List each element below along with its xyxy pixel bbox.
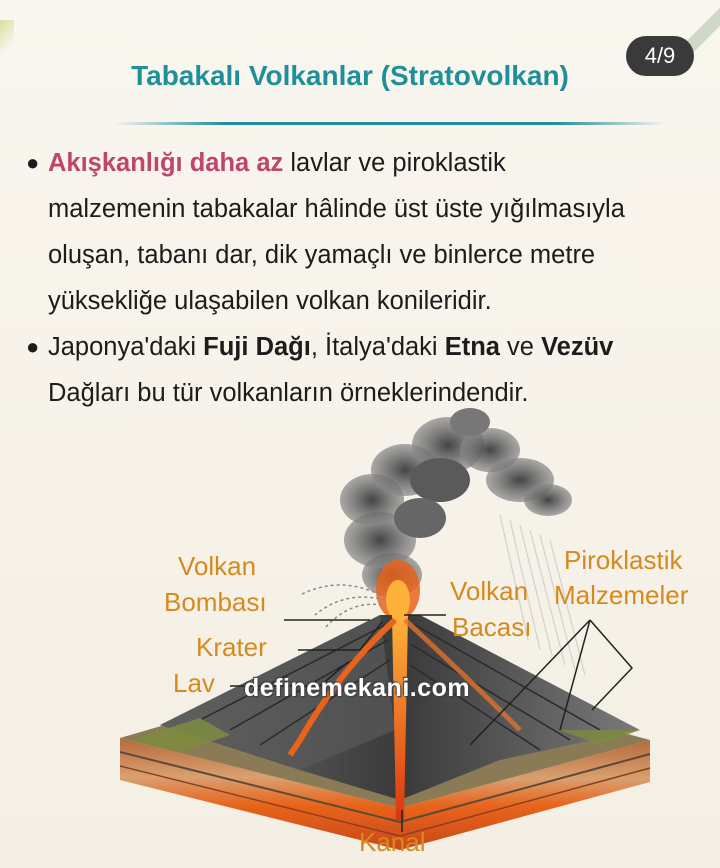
- bullet-text: ve: [499, 333, 542, 361]
- label-piroklastik-line2: Malzemeler: [554, 580, 689, 610]
- label-krater: Krater: [196, 632, 267, 662]
- title-underline: [114, 122, 666, 125]
- label-volkan-bacasi-line1: Volkan: [450, 576, 529, 606]
- emphasis-text: Akışkanlığı daha az: [48, 149, 284, 177]
- label-kanal: Kanal: [359, 827, 426, 857]
- label-lav: Lav: [173, 668, 215, 698]
- bullet-text: Japonya'daki: [48, 333, 204, 361]
- volcano-diagram: [0, 400, 720, 868]
- slide-title: Tabakalı Volkanlar (Stratovolkan): [131, 60, 569, 91]
- label-piroklastik-line1: Piroklastik: [564, 545, 683, 575]
- bullet-dot-icon: ●: [26, 150, 40, 175]
- bullet-text: lavlar ve piroklastik: [283, 149, 506, 177]
- bullet-line: Dağları bu tür volkanların örneklerindendir.: [48, 379, 529, 407]
- corner-decoration-left: [0, 20, 14, 60]
- page-indicator[interactable]: 4/9: [626, 36, 694, 76]
- bullet-text: , İtalya'daki: [310, 333, 445, 361]
- eruption-fire: [376, 560, 420, 620]
- fuji-text: Fuji Dağı: [203, 333, 311, 361]
- bullet-item: [26, 140, 696, 324]
- smoke-plume: [340, 408, 572, 597]
- etna-text: Etna: [444, 333, 500, 361]
- watermark-text: definemekani.com: [244, 674, 471, 702]
- bullet-line: oluşan, tabanı dar, dik yamaçlı ve binlerce metre: [48, 241, 596, 269]
- bullet-line: yüksekliğe ulaşabilen volkan konileridir.: [48, 287, 492, 315]
- bullet-dot-icon: ●: [26, 334, 40, 359]
- bullet-line: malzemenin tabakalar hâlinde üst üste yığılmasıyla: [48, 195, 625, 223]
- label-volkan-bombasi-line1: Volkan: [178, 551, 257, 581]
- bullet-line: [48, 140, 696, 186]
- vezuv-text: Vezüv: [541, 333, 614, 361]
- bullet-line: [48, 324, 696, 370]
- label-volkan-bombasi-line2: Bombası: [164, 587, 267, 617]
- label-volkan-bacasi-line2: Bacası: [452, 612, 532, 642]
- bullet-list: [26, 140, 696, 416]
